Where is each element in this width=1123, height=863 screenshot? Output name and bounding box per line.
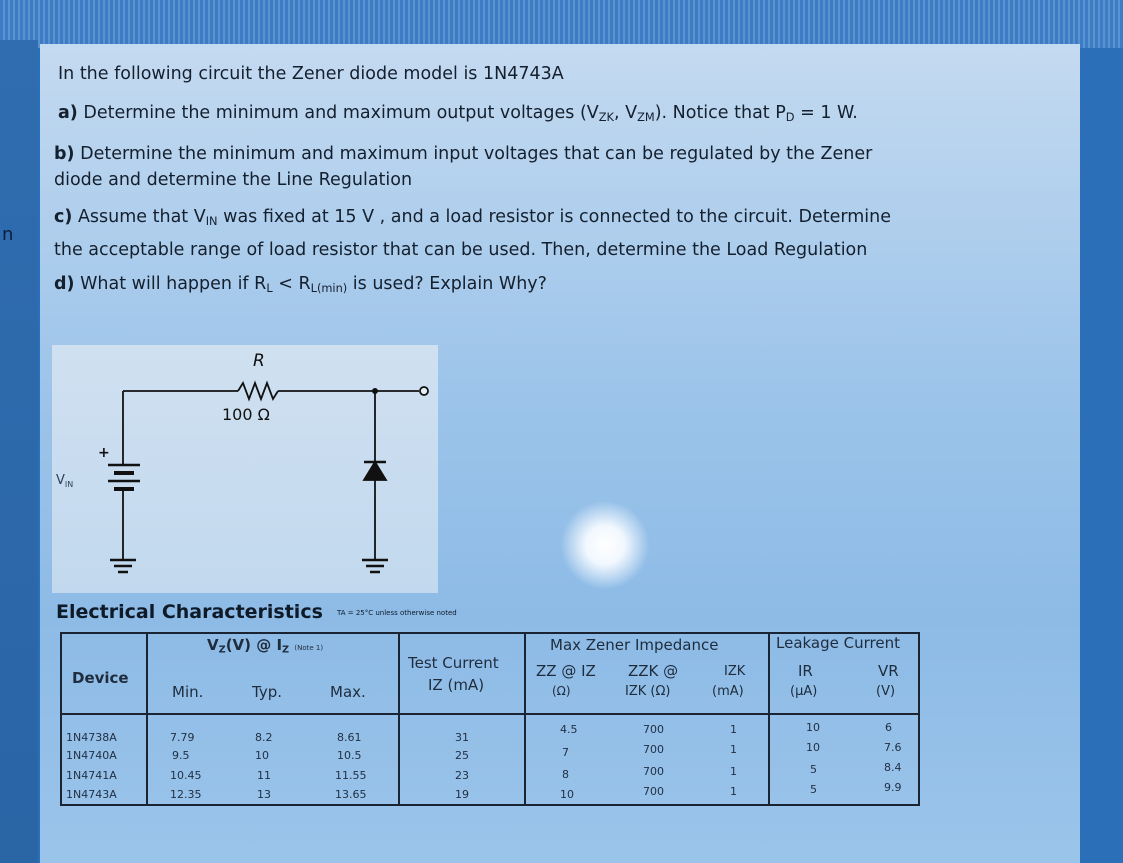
cell-izk: 1 — [730, 743, 737, 756]
cell-ir: 5 — [810, 783, 817, 796]
cell-max: 11.55 — [335, 769, 367, 782]
col-izk: IZK — [724, 664, 746, 679]
cell-zzk: 700 — [643, 785, 664, 798]
cell-max: 10.5 — [337, 749, 362, 762]
cell-iz: 19 — [455, 788, 469, 801]
cell-device: 1N4743A — [66, 788, 117, 801]
question-c: c) Assume that $V_{IN}$ was fixed at 15 V , and a load resistor is connected to the circuit. Determine — [54, 207, 892, 228]
cell-izk: 1 — [730, 723, 737, 736]
cell-izk: 1 — [730, 765, 737, 778]
cell-iz: 25 — [455, 749, 469, 762]
leakage-group-header: Leakage Current — [776, 634, 900, 652]
battery-plus: + — [98, 445, 110, 461]
cell-device: 1N4741A — [66, 769, 117, 782]
col-max: Max. — [330, 683, 366, 701]
question-d-label: d) — [54, 274, 75, 294]
col-zzk-unit: IZK (Ω) — [625, 684, 671, 699]
problem-intro: In the following circuit the Zener diode model is 1N4743A — [58, 64, 564, 84]
cell-zz: 8 — [562, 768, 569, 781]
col-device: Device — [72, 669, 129, 687]
cell-zz: 4.5 — [560, 723, 578, 736]
col-test-current: Test Current — [408, 654, 499, 672]
resistor-symbol — [238, 383, 278, 399]
cell-vr: 7.6 — [884, 741, 902, 754]
cell-zzk: 700 — [643, 765, 664, 778]
cell-iz: 31 — [455, 731, 469, 744]
col-zz: ZZ @ IZ — [536, 662, 596, 680]
question-b-label: b) — [54, 144, 75, 164]
cell-zz: 7 — [562, 746, 569, 759]
col-vr: VR — [878, 662, 899, 680]
cell-device: 1N4740A — [66, 749, 117, 762]
characteristics-title: Electrical Characteristics — [56, 601, 323, 623]
source-label: $V_{IN}$ — [56, 473, 74, 489]
cell-max: 13.65 — [335, 788, 367, 801]
cell-typ: 13 — [257, 788, 271, 801]
output-terminal — [420, 387, 428, 395]
question-c-label: c) — [54, 207, 73, 227]
cell-iz: 23 — [455, 769, 469, 782]
col-ir-unit: (μA) — [790, 684, 818, 699]
cell-vr: 9.9 — [884, 781, 902, 794]
characteristics-note: TA = 25°C unless otherwise noted — [337, 609, 457, 617]
cell-zz: 10 — [560, 788, 574, 801]
question-b-line2: diode and determine the Line Regulation — [54, 170, 413, 190]
col-zzk: ZZK @ — [628, 662, 679, 680]
vz-group-header: $V_Z(V)$ @ $I_Z$ (Note 1) — [207, 636, 324, 656]
col-vr-unit: (V) — [876, 684, 896, 699]
left-edge-glyph: n — [2, 224, 14, 245]
col-min: Min. — [172, 683, 204, 701]
cell-typ: 10 — [255, 749, 269, 762]
resistor-value: 100 Ω — [222, 405, 270, 424]
cell-typ: 11 — [257, 769, 271, 782]
question-b: b) Determine the minimum and maximum input voltages that can be regulated by the Zener — [54, 144, 873, 164]
col-izk-unit: (mA) — [712, 684, 744, 699]
impedance-group-header: Max Zener Impedance — [550, 636, 719, 654]
light-glare — [560, 500, 650, 590]
zener-triangle — [364, 462, 386, 480]
cell-izk: 1 — [730, 785, 737, 798]
cell-min: 10.45 — [170, 769, 202, 782]
col-zz-unit: (Ω) — [552, 684, 571, 698]
cell-vr: 6 — [885, 721, 892, 734]
cell-vr: 8.4 — [884, 761, 902, 774]
col-test-current-unit: IZ (mA) — [428, 676, 485, 694]
cell-min: 12.35 — [170, 788, 202, 801]
cell-ir: 5 — [810, 763, 817, 776]
question-a: a) Determine the minimum and maximum output voltages ($V_{ZK}$, $V_{ZM}$). Notice that $P_D = 1$ W. — [58, 103, 858, 124]
cell-min: 9.5 — [172, 749, 190, 762]
resistor-label: R — [253, 351, 265, 371]
cell-max: 8.61 — [337, 731, 362, 744]
question-c-line2: the acceptable range of load resistor that can be used. Then, determine the Load Regulation — [54, 240, 868, 260]
question-a-label: a) — [58, 103, 78, 123]
col-ir: IR — [798, 662, 813, 680]
cell-zzk: 700 — [643, 743, 664, 756]
cell-ir: 10 — [806, 721, 820, 734]
col-typ: Typ. — [252, 683, 282, 701]
cell-device: 1N4738A — [66, 731, 117, 744]
question-d: d) What will happen if $R_L < R_{L(min)}$ is used? Explain Why? — [54, 274, 547, 295]
cell-typ: 8.2 — [255, 731, 273, 744]
cell-zzk: 700 — [643, 723, 664, 736]
cell-min: 7.79 — [170, 731, 195, 744]
junction-dot — [372, 388, 378, 394]
cell-ir: 10 — [806, 741, 820, 754]
